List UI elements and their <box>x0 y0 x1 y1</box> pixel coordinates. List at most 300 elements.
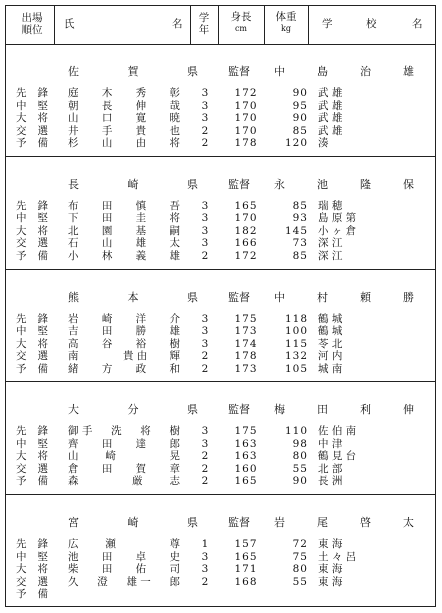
table-row <box>6 475 435 487</box>
name-char: 尊 <box>169 538 180 551</box>
player-school: 中 津 <box>318 437 343 450</box>
position-char: 中 <box>16 99 27 112</box>
coach-label: 監督 <box>228 65 250 78</box>
player-height: 178 <box>234 137 258 149</box>
player-position <box>16 112 48 124</box>
name-char: 貴 <box>135 124 147 137</box>
player-weight: 105 <box>284 362 308 375</box>
table-row <box>6 212 435 224</box>
column-divider <box>308 6 309 44</box>
position-char: 鋒 <box>37 199 48 212</box>
coach-name-char: 田 <box>317 403 328 417</box>
player-position <box>16 475 48 487</box>
coach-name-char: 伸 <box>403 403 414 417</box>
player-name <box>68 237 180 249</box>
position-char: 予 <box>16 362 27 375</box>
position-char: 選 <box>37 350 48 363</box>
player-height: 168 <box>234 575 258 588</box>
player-position <box>16 363 48 375</box>
player-school: 苓 北 <box>318 337 343 350</box>
name-char: 久 <box>68 575 79 588</box>
header-height: 身長 cm <box>230 11 252 33</box>
player-name <box>68 450 180 462</box>
name-char: 嗣 <box>169 224 180 237</box>
player-weight: 85 <box>292 124 308 137</box>
player-weight: 98 <box>292 437 308 450</box>
player-position <box>16 338 48 350</box>
name-char: 森 <box>68 475 79 488</box>
position-char: 堅 <box>37 325 48 338</box>
prefecture-char: 県 <box>187 403 198 417</box>
player-height: 173 <box>234 325 258 338</box>
player-grade: 3 <box>201 437 209 450</box>
coach-name-char: 岩 <box>274 516 285 530</box>
position-char: 堅 <box>37 212 48 225</box>
coach-name-char: 梅 <box>274 403 285 417</box>
player-position <box>16 313 48 325</box>
player-height: 170 <box>234 124 258 137</box>
name-char: 洋 <box>135 312 147 325</box>
header-school-right: 名 <box>412 18 423 30</box>
player-school: 武 雄 <box>318 124 343 137</box>
player-position <box>16 588 48 600</box>
table-row <box>6 425 435 437</box>
roster-table <box>5 5 436 607</box>
player-grade: 3 <box>201 112 209 124</box>
prefecture-section <box>6 270 435 383</box>
position-char: 先 <box>16 312 27 325</box>
name-char: 和 <box>169 362 180 375</box>
header-grade: 学 年 <box>198 12 210 36</box>
header-name-right: 名 <box>172 18 183 30</box>
coach-label: 監督 <box>228 177 250 191</box>
player-grade: 2 <box>201 362 209 375</box>
player-height: 172 <box>234 249 258 262</box>
player-weight: 115 <box>284 337 308 350</box>
table-row <box>6 112 435 124</box>
name-char: 北 <box>68 224 79 237</box>
position-char: 備 <box>37 588 48 601</box>
player-position <box>16 325 48 337</box>
player-position <box>16 125 48 137</box>
player-grade: 3 <box>201 337 209 350</box>
player-weight: 118 <box>284 312 308 325</box>
player-position <box>16 87 48 99</box>
coach-name-char: 太 <box>403 516 414 530</box>
position-char: 予 <box>16 588 27 601</box>
player-height: 166 <box>234 237 258 250</box>
player-weight: 90 <box>292 475 308 488</box>
name-char: 介 <box>169 312 180 325</box>
name-char: 雄 一 <box>126 575 151 588</box>
position-char: 交 <box>16 124 27 137</box>
position-char: 大 <box>16 337 27 350</box>
name-char: 秀 <box>135 87 147 99</box>
player-school: 瑞 穂 <box>318 199 343 212</box>
name-char: 崎 <box>105 450 116 463</box>
position-char: 大 <box>16 112 27 124</box>
table-row <box>6 237 435 249</box>
player-school: 城 南 <box>318 362 343 375</box>
position-char: 予 <box>16 137 27 149</box>
player-height: 170 <box>234 212 258 225</box>
player-grade: 3 <box>201 212 209 225</box>
player-weight: 85 <box>292 249 308 262</box>
player-height: 171 <box>234 563 258 576</box>
player-name <box>68 200 180 212</box>
player-height: 170 <box>234 99 258 112</box>
player-position <box>16 563 48 575</box>
prefecture-char: 本 <box>127 290 139 304</box>
coach-name-char: 頼 <box>360 290 371 304</box>
table-row <box>6 576 435 588</box>
name-char: 志 <box>169 475 180 488</box>
name-char: 田 <box>101 325 113 338</box>
name-char: 樹 <box>169 425 180 438</box>
position-char: 堅 <box>37 99 48 112</box>
column-divider <box>54 6 55 44</box>
player-school: 小 ヶ 倉 <box>318 224 357 237</box>
coach-name <box>274 289 414 305</box>
player-position <box>16 438 48 450</box>
player-grade: 2 <box>201 249 209 262</box>
player-school: 湊 <box>318 137 329 149</box>
header-name-left: 氏 <box>64 18 75 30</box>
name-char: 柴 <box>68 563 79 576</box>
player-school: 北 部 <box>318 462 343 475</box>
name-char: 雄 <box>169 325 180 338</box>
player-school: 鶴 城 <box>318 325 343 338</box>
name-char: 政 <box>135 362 147 375</box>
name-char: 太 <box>169 237 180 250</box>
coach-label: 監督 <box>228 290 250 304</box>
player-name <box>68 338 180 350</box>
name-char: 将 <box>169 212 180 225</box>
position-char: 中 <box>16 437 27 450</box>
position-char: 将 <box>37 112 48 124</box>
prefecture-char: 県 <box>187 65 198 78</box>
table-header <box>6 6 435 45</box>
table-row <box>6 363 435 375</box>
position-char: 予 <box>16 249 27 262</box>
player-grade: 3 <box>201 99 209 112</box>
player-grade: 2 <box>201 137 209 149</box>
name-char: 将 <box>140 425 151 438</box>
position-char: 堅 <box>37 437 48 450</box>
column-divider <box>190 6 191 44</box>
player-name <box>68 350 180 362</box>
name-char: 田 <box>101 550 113 563</box>
name-char: 池 <box>68 550 79 563</box>
player-weight: 80 <box>292 450 308 463</box>
coach-label: 監督 <box>228 516 250 530</box>
name-char: 林 <box>101 249 113 262</box>
name-char: 伸 <box>135 99 147 112</box>
player-name <box>68 100 180 112</box>
position-char: 堅 <box>37 550 48 563</box>
player-school: 長 洲 <box>318 475 343 488</box>
player-height: 165 <box>234 199 258 212</box>
player-name <box>68 475 180 487</box>
player-grade: 2 <box>201 462 209 475</box>
name-char: 緒 <box>68 362 79 375</box>
player-school: 深 江 <box>318 249 343 262</box>
player-school: 東 海 <box>318 563 343 576</box>
player-weight: 55 <box>292 462 308 475</box>
name-char: 澄 <box>97 575 108 588</box>
name-char: 彰 <box>169 87 180 99</box>
prefecture-char: 県 <box>187 290 198 304</box>
name-char: 木 <box>101 87 113 99</box>
name-char: 井 <box>68 124 79 137</box>
player-height: 157 <box>234 538 258 551</box>
name-char: 賀 <box>135 462 147 475</box>
player-grade: 3 <box>201 425 209 438</box>
player-position <box>16 212 48 224</box>
name-char: 庭 <box>68 87 79 99</box>
position-char: 備 <box>37 249 48 262</box>
name-char: 田 <box>101 563 113 576</box>
name-char: 方 <box>101 362 113 375</box>
player-grade: 3 <box>201 199 209 212</box>
player-height: 165 <box>234 475 258 488</box>
player-name <box>68 463 180 475</box>
name-char: 義 <box>135 249 147 262</box>
name-char: 貴 由 <box>122 350 148 363</box>
name-char: 瀬 <box>105 538 116 551</box>
player-weight: 80 <box>292 563 308 576</box>
player-grade: 2 <box>201 450 209 463</box>
player-weight: 90 <box>292 112 308 124</box>
player-height: 170 <box>234 112 258 124</box>
name-char: 長 <box>101 99 113 112</box>
name-char: 将 <box>169 137 180 149</box>
player-name <box>68 538 180 550</box>
name-char: 吾 <box>169 199 180 212</box>
name-char: 吉 <box>68 325 79 338</box>
player-weight: 72 <box>292 538 308 551</box>
coach-name <box>274 63 414 79</box>
position-char: 将 <box>37 224 48 237</box>
prefecture-char: 分 <box>127 403 139 417</box>
player-weight: 93 <box>292 212 308 225</box>
player-school: 東 海 <box>318 575 343 588</box>
position-char: 備 <box>37 137 48 149</box>
position-char: 交 <box>16 575 27 588</box>
table-row <box>6 137 435 149</box>
position-char: 鋒 <box>37 538 48 551</box>
prefecture-name <box>68 289 198 305</box>
name-char: 小 <box>68 249 79 262</box>
name-char: 岩 <box>68 312 79 325</box>
prefecture-char: 賀 <box>127 65 139 78</box>
player-height: 163 <box>234 450 258 463</box>
name-char: 谷 <box>101 337 113 350</box>
coach-name-char: 村 <box>317 290 328 304</box>
player-weight: 75 <box>292 550 308 563</box>
position-char: 予 <box>16 475 27 488</box>
table-row <box>6 450 435 462</box>
player-height: 160 <box>234 462 258 475</box>
player-position <box>16 100 48 112</box>
player-grade: 2 <box>201 475 209 488</box>
position-char: 先 <box>16 538 27 551</box>
name-char: 山 <box>68 112 79 124</box>
player-grade: 3 <box>201 563 209 576</box>
header-weight: 体重 kg <box>275 11 297 33</box>
player-grade: 2 <box>201 350 209 363</box>
name-char: 哉 <box>169 99 180 112</box>
prefecture-char: 熊 <box>68 290 79 304</box>
name-char: 山 <box>101 137 113 149</box>
name-char: 寛 <box>135 112 147 124</box>
player-school: 佐 伯 南 <box>318 425 357 438</box>
player-position <box>16 225 48 237</box>
prefecture-char: 大 <box>68 403 79 417</box>
position-char: 将 <box>37 337 48 350</box>
prefecture-section <box>6 382 435 495</box>
player-name <box>68 563 180 575</box>
header-school-left: 学 <box>322 18 333 30</box>
player-weight: 73 <box>292 237 308 250</box>
coach-name-char: 中 <box>274 290 285 304</box>
name-char: 慎 <box>135 199 147 212</box>
table-row <box>6 338 435 350</box>
prefecture-section <box>6 495 435 608</box>
player-school: 深 江 <box>318 237 343 250</box>
name-char: 雄 <box>135 237 147 250</box>
table-row <box>6 563 435 575</box>
player-grade: 1 <box>201 538 209 551</box>
name-char: 田 <box>101 199 113 212</box>
name-char: 基 <box>135 224 147 237</box>
name-char: 南 <box>68 350 79 363</box>
name-char: 倉 <box>68 462 79 475</box>
player-position <box>16 551 48 563</box>
player-name <box>68 87 180 99</box>
player-name <box>68 112 180 124</box>
position-char: 備 <box>37 362 48 375</box>
player-school: 武 雄 <box>318 112 343 124</box>
name-char: 也 <box>169 124 180 137</box>
player-weight: 120 <box>284 137 308 149</box>
prefecture-section <box>6 157 435 270</box>
coach-name <box>274 176 414 192</box>
player-height: 173 <box>234 362 258 375</box>
name-char: 史 <box>169 550 180 563</box>
table-row <box>6 438 435 450</box>
name-char: 崎 <box>101 312 113 325</box>
position-char: 大 <box>16 563 27 576</box>
player-school: 武 雄 <box>318 87 343 99</box>
name-char: 田 <box>101 212 113 225</box>
position-char: 交 <box>16 350 27 363</box>
player-name <box>68 313 180 325</box>
table-row <box>6 200 435 212</box>
name-char: 朝 <box>68 99 79 112</box>
player-name <box>68 225 180 237</box>
position-char: 鋒 <box>37 87 48 99</box>
table-row <box>6 350 435 362</box>
coach-name-char: 島 <box>317 65 328 78</box>
player-weight: 145 <box>284 224 308 237</box>
position-char: 備 <box>37 475 48 488</box>
player-name <box>68 576 180 588</box>
player-grade: 3 <box>201 550 209 563</box>
player-position <box>16 425 48 437</box>
table-row <box>6 100 435 112</box>
name-char: 布 <box>68 199 79 212</box>
position-char: 中 <box>16 550 27 563</box>
prefecture-name <box>68 176 198 192</box>
prefecture-char: 長 <box>68 177 79 191</box>
player-school: 島 原 第 <box>318 212 357 225</box>
position-char: 先 <box>16 425 27 438</box>
table-row <box>6 225 435 237</box>
player-grade: 3 <box>201 237 209 250</box>
prefecture-name <box>68 63 198 79</box>
player-school: 鶴 城 <box>318 312 343 325</box>
column-divider <box>218 6 219 44</box>
player-position <box>16 463 48 475</box>
position-char: 選 <box>37 575 48 588</box>
player-weight: 95 <box>292 99 308 112</box>
table-row <box>6 125 435 137</box>
name-char: 田 <box>101 462 113 475</box>
name-char: 下 <box>68 212 79 225</box>
prefecture-name <box>68 514 198 530</box>
player-name <box>68 250 180 262</box>
position-char: 鋒 <box>37 312 48 325</box>
name-char: 章 <box>169 462 180 475</box>
prefecture-char: 崎 <box>127 177 139 191</box>
name-char: 手 <box>101 124 113 137</box>
coach-name-char: 勝 <box>403 290 414 304</box>
name-char: 由 <box>135 137 147 149</box>
name-char: 郎 <box>169 437 180 450</box>
position-char: 交 <box>16 462 27 475</box>
name-char: 輝 <box>169 350 180 363</box>
player-weight: 100 <box>284 325 308 338</box>
player-grade: 3 <box>201 224 209 237</box>
name-char: 御 手 <box>68 425 93 438</box>
name-char: 勝 <box>135 325 147 338</box>
player-name <box>68 212 180 224</box>
header-school-mid: 校 <box>366 18 377 30</box>
table-row <box>6 325 435 337</box>
name-char: 雄 <box>169 249 180 262</box>
prefecture-char: 宮 <box>68 516 79 530</box>
player-school: 土 々 呂 <box>318 550 357 563</box>
player-height: 178 <box>234 350 258 363</box>
position-char: 先 <box>16 199 27 212</box>
player-height: 175 <box>234 425 258 438</box>
player-height: 165 <box>234 550 258 563</box>
player-position <box>16 237 48 249</box>
position-char: 将 <box>37 450 48 463</box>
player-name <box>68 125 180 137</box>
player-height: 174 <box>234 337 258 350</box>
table-row <box>6 551 435 563</box>
name-char: 石 <box>68 237 79 250</box>
name-char: 卓 <box>135 550 147 563</box>
prefecture-char: 佐 <box>68 65 79 78</box>
coach-name-char: 治 <box>360 65 371 78</box>
coach-name-char: 中 <box>274 65 285 78</box>
position-char: 大 <box>16 224 27 237</box>
table-row <box>6 538 435 550</box>
prefecture-section <box>6 44 435 157</box>
